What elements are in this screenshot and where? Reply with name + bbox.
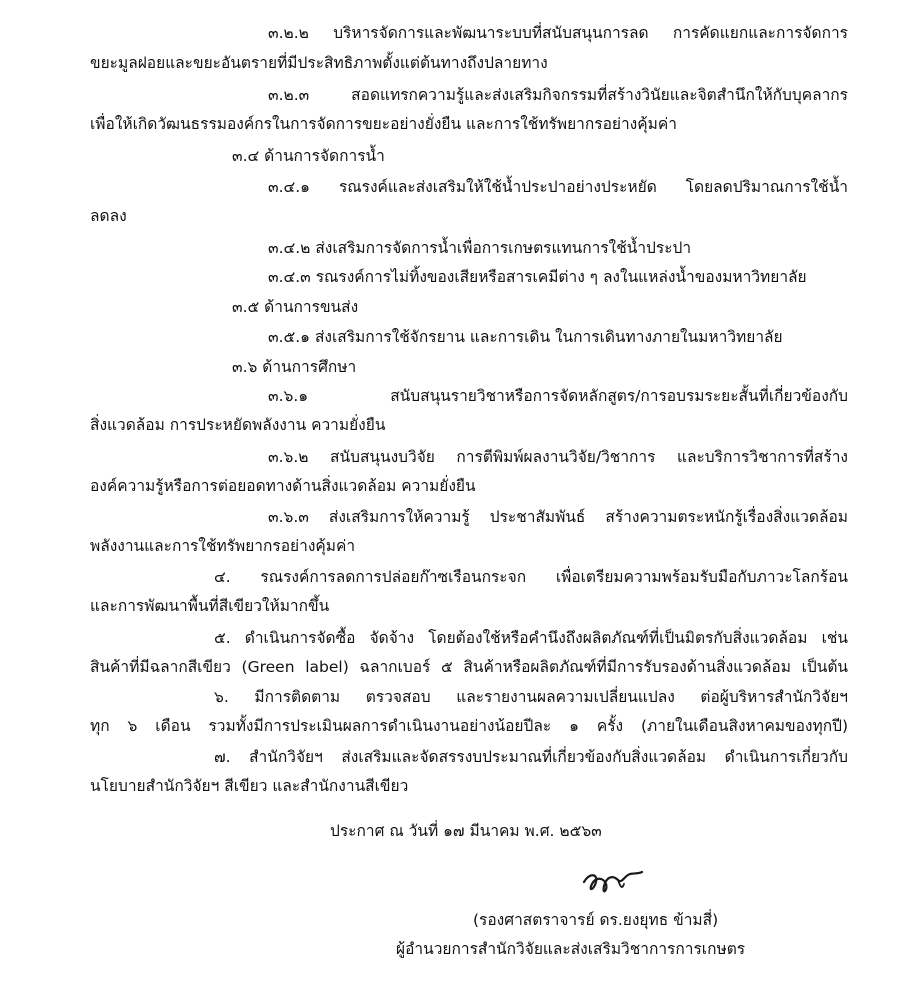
announcement-date: ประกาศ ณ วันที่ ๑๗ มีนาคม พ.ศ. ๒๕๖๓ [330,822,602,840]
item-3-4-3: ๓.๔.๓ รณรงค์การไม่ทิ้งของเสียหรือสารเคมีต่าง ๆ ลงในแหล่งน้ำของมหาวิทยาลัย [268,268,807,286]
item-4-line-2: และการพัฒนาพื้นที่สีเขียวให้มากขึ้น [90,597,330,615]
item-6-line-1: ๖. มีการติดตาม ตรวจสอบ และรายงานผลความเปลี่ยนแปลง ต่อผู้บริหารสำนักวิจัยฯ [214,688,848,706]
section-3-5-heading: ๓.๕ ด้านการขนส่ง [232,298,359,316]
section-3-6-heading: ๓.๖ ด้านการศึกษา [232,358,357,376]
item-4-line-1: ๔. รณรงค์การลดการปล่อยก๊าซเรือนกระจก เพื่อเตรียมความพร้อมรับมือกับภาวะโลกร้อน [214,568,848,586]
item-3-6-2-line-2: องค์ความรู้หรือการต่อยอดทางด้านสิ่งแวดล้อม ความยั่งยืน [90,477,476,495]
item-3-4-1-line-1: ๓.๔.๑ รณรงค์และส่งเสริมให้ใช้น้ำประปาอย่างประหยัด โดยลดปริมาณการใช้น้ำ [268,178,848,196]
item-3-6-3-line-2: พลังงานและการใช้ทรัพยากรอย่างคุ้มค่า [90,537,356,555]
item-6-line-2: ทุก ๖ เดือน รวมทั้งมีการประเมินผลการดำเนินงานอย่างน้อยปีละ ๑ ครั้ง (ภายในเดือนสิงหาคมของทุกปี) [90,717,848,735]
section-3-4-heading: ๓.๔ ด้านการจัดการน้ำ [232,147,385,165]
item-3-6-3-line-1: ๓.๖.๓ ส่งเสริมการให้ความรู้ ประชาสัมพันธ์ สร้างความตระหนักรู้เรื่องสิ่งแวดล้อม [268,508,848,526]
handwritten-signature [578,862,648,900]
item-3-6-1-line-1: ๓.๖.๑ สนับสนุนรายวิชาหรือการจัดหลักสูตร/การอบรมระยะสั้นที่เกี่ยวข้องกับ [268,387,848,405]
item-3-2-2-line-2: ขยะมูลฝอยและขยะอันตรายที่มีประสิทธิภาพตั้งแต่ต้นทางถึงปลายทาง [90,54,548,72]
signatory-name: (รองศาสตราจารย์ ดร.ยงยุทธ ข้ามสี่) [473,911,719,929]
item-7-line-1: ๗. สำนักวิจัยฯ ส่งเสริมและจัดสรรงบประมาณที่เกี่ยวข้องกับสิ่งแวดล้อม ดำเนินการเกี่ยวกับ [214,748,848,766]
item-3-6-1-line-2: สิ่งแวดล้อม การประหยัดพลังงาน ความยั่งยืน [90,416,386,434]
item-3-4-1-line-2: ลดลง [90,207,127,225]
signatory-position: ผู้อำนวยการสำนักวิจัยและส่งเสริมวิชาการการเกษตร [396,940,746,958]
item-3-2-3-line-1: ๓.๒.๓ สอดแทรกความรู้และส่งเสริมกิจกรรมที่สร้างวินัยและจิตสำนึกให้กับบุคลากร [268,86,848,104]
item-5-line-1: ๕. ดำเนินการจัดซื้อ จัดจ้าง โดยต้องใช้หรือคำนึงถึงผลิตภัณฑ์ที่เป็นมิตรกับสิ่งแวดล้อม เช่น [214,629,848,647]
item-7-line-2: นโยบายสำนักวิจัยฯ สีเขียว และสำนักงานสีเขียว [90,777,409,795]
item-3-2-2-line-1: ๓.๒.๒ บริหารจัดการและพัฒนาระบบที่สนับสนุนการลด การคัดแยกและการจัดการ [268,24,848,42]
item-5-line-2: สินค้าที่มีฉลากสีเขียว (Green label) ฉลากเบอร์ ๕ สินค้าหรือผลิตภัณฑ์ที่มีการรับรองด้านสิ่งแวดล้อม เป็นต้น [90,658,848,676]
item-3-6-2-line-1: ๓.๖.๒ สนับสนุนงบวิจัย การตีพิมพ์ผลงานวิจัย/วิชาการ และบริการวิชาการที่สร้าง [268,448,848,466]
item-3-5-1: ๓.๕.๑ ส่งเสริมการใช้จักรยาน และการเดิน ในการเดินทางภายในมหาวิทยาลัย [268,328,783,346]
item-3-4-2: ๓.๔.๒ ส่งเสริมการจัดการน้ำเพื่อการเกษตรแทนการใช้น้ำประปา [268,239,692,257]
item-3-2-3-line-2: เพื่อให้เกิดวัฒนธรรมองค์กรในการจัดการขยะอย่างยั่งยืน และการใช้ทรัพยากรอย่างคุ้มค่า [90,115,677,133]
